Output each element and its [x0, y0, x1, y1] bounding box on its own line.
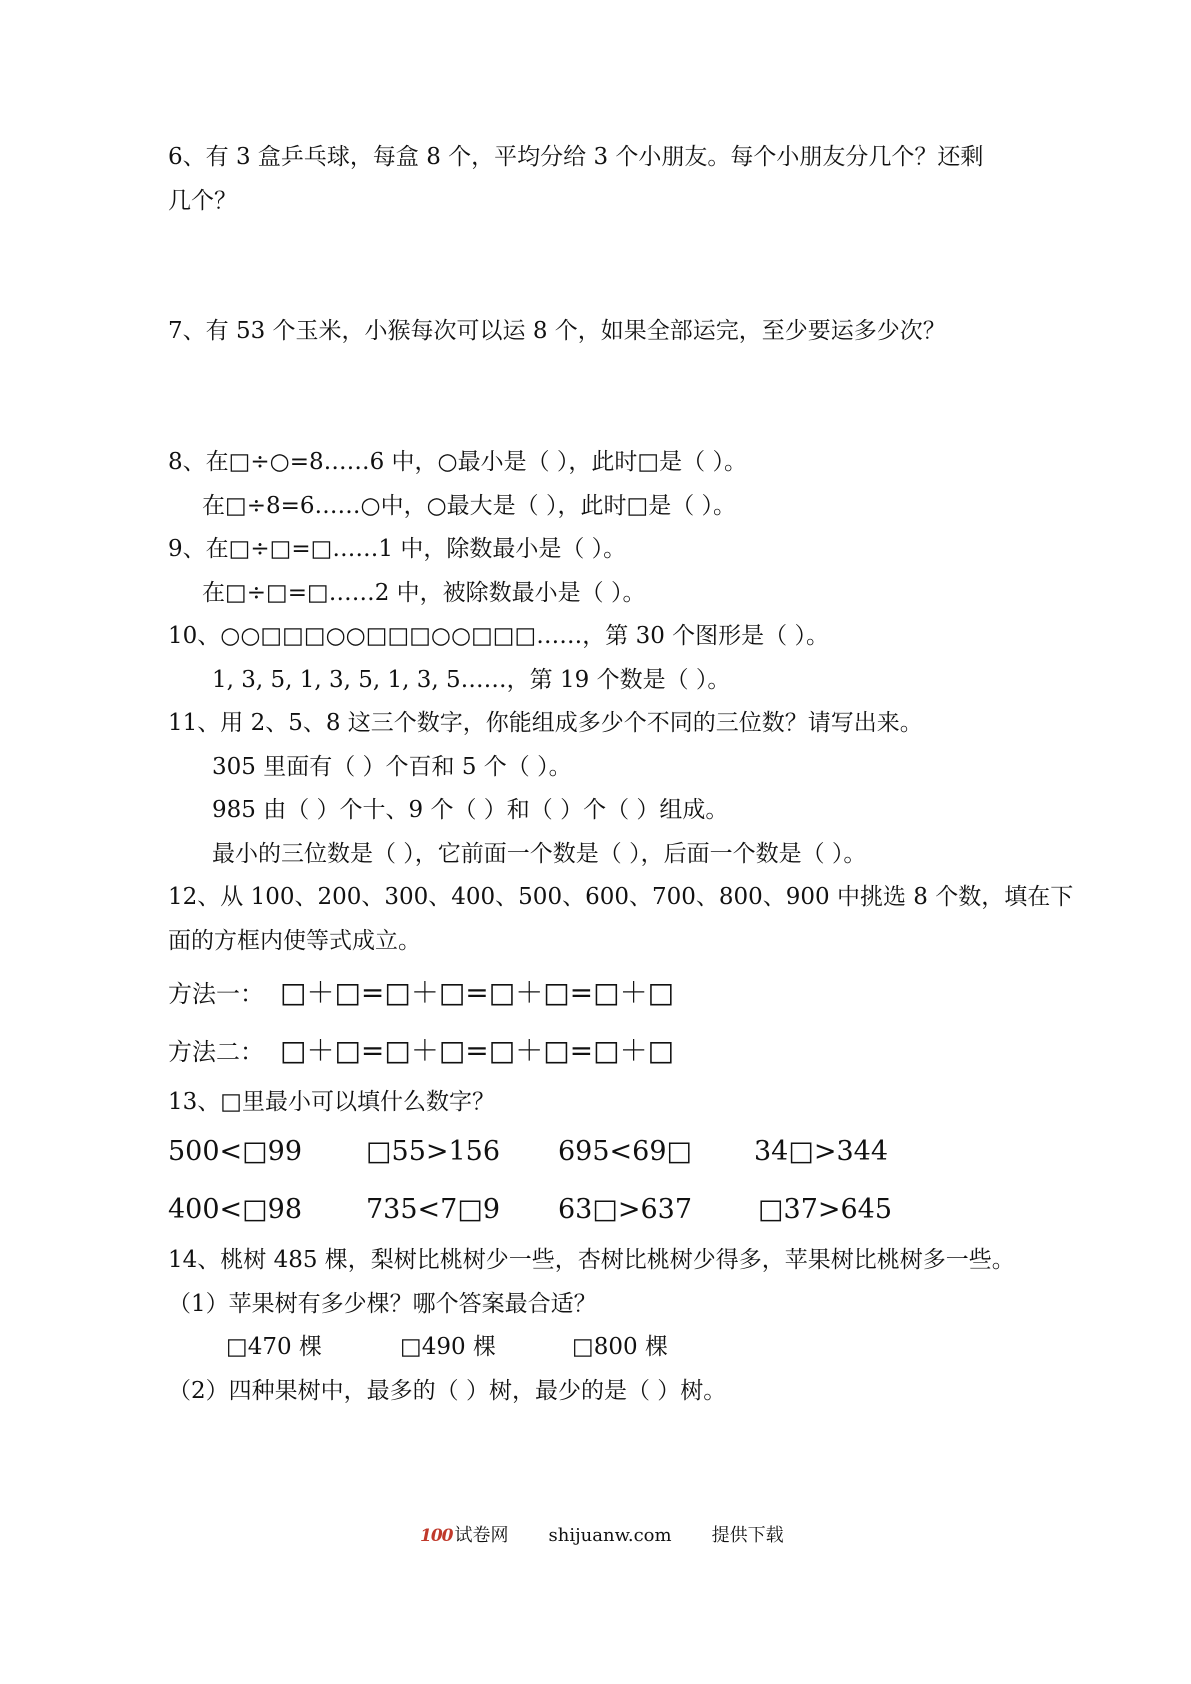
- q14-sub2: （2）四种果树中，最多的（ ）树，最少的是（ ）树。: [168, 1378, 727, 1404]
- q14-option-800: □800 棵: [572, 1334, 668, 1360]
- site-name: 试卷网: [454, 1525, 509, 1546]
- q14-option-470: □470 棵: [226, 1334, 322, 1360]
- q12-method2-label: 方法二：: [168, 1038, 264, 1066]
- q14-line1: 14、桃树 485 棵，梨树比桃树少一些，杏树比桃树少得多，苹果树比桃树多一些。: [168, 1247, 1015, 1273]
- page-footer: [420, 1524, 784, 1548]
- q14-sub1: （1）苹果树有多少棵？哪个答案最合适？: [168, 1291, 597, 1317]
- q13-row1-item2: □55>156: [366, 1136, 501, 1167]
- footer-note: 提供下载: [711, 1525, 784, 1546]
- q6-line2: 几个？: [168, 188, 237, 214]
- q12-method2: [168, 1036, 674, 1067]
- q7-line: 7、有 53 个玉米，小猴每次可以运 8 个，如果全部运完，至少要运多少次？: [168, 318, 946, 344]
- q11-line4: 最小的三位数是（ ），它前面一个数是（ ），后面一个数是（ ）。: [212, 841, 867, 867]
- q14-option-490: □490 棵: [400, 1334, 496, 1360]
- q12-method1: [168, 978, 674, 1009]
- q13-row2-item3: 63□>637: [558, 1194, 693, 1225]
- q13-title: 13、□里最小可以填什么数字？: [168, 1089, 495, 1115]
- q11-line2: 305 里面有（ ）个百和 5 个（ ）。: [212, 754, 572, 780]
- q13-row1-item3: 695<69□: [558, 1136, 693, 1167]
- q12-line1: 12、从 100、200、300、400、500、600、700、800、900 中挑选 8 个数，填在下: [168, 884, 1074, 910]
- q13-row2-item4: □37>645: [758, 1194, 893, 1225]
- q12-line2: 面的方框内使等式成立。: [168, 928, 421, 954]
- q10-line2: 1, 3, 5, 1, 3, 5, 1, 3, 5……，第 19 个数是（ ）。: [212, 667, 731, 693]
- site-logo: 100: [420, 1526, 453, 1546]
- q10-line1: 10、○○□□□○○□□□○○□□□……，第 30 个图形是（ ）。: [168, 623, 829, 649]
- q13-row1-item4: 34□>344: [754, 1136, 889, 1167]
- q9-line2: 在□÷□=□……2 中，被除数最小是（ ）。: [202, 580, 646, 606]
- q12-method1-equation: □＋□=□＋□=□＋□=□＋□: [280, 976, 675, 1009]
- q9-line1: 9、在□÷□=□……1 中，除数最小是（ ）。: [168, 536, 627, 562]
- q12-method2-equation: □＋□=□＋□=□＋□=□＋□: [280, 1034, 675, 1067]
- q13-row2-item2: 735<7□9: [366, 1194, 501, 1225]
- q8-line1: 8、在□÷○=8……6 中，○最小是（ ），此时□是（ ）。: [168, 449, 747, 475]
- q13-row2-item1: 400<□98: [168, 1194, 303, 1225]
- q8-line2: 在□÷8=6……○中，○最大是（ ），此时□是（ ）。: [202, 493, 737, 519]
- q11-line1: 11、用 2、5、8 这三个数字，你能组成多少个不同的三位数？请写出来。: [168, 710, 923, 736]
- q6-line1: 6、有 3 盒乒乓球，每盒 8 个，平均分给 3 个小朋友。每个小朋友分几个？还剩: [168, 144, 984, 170]
- site-domain-link[interactable]: shijuanw.com: [548, 1525, 672, 1546]
- q11-line3: 985 由（ ）个十、9 个（ ）和（ ）个（ ）组成。: [212, 797, 729, 823]
- q13-row1-item1: 500<□99: [168, 1136, 303, 1167]
- q12-method1-label: 方法一：: [168, 980, 264, 1008]
